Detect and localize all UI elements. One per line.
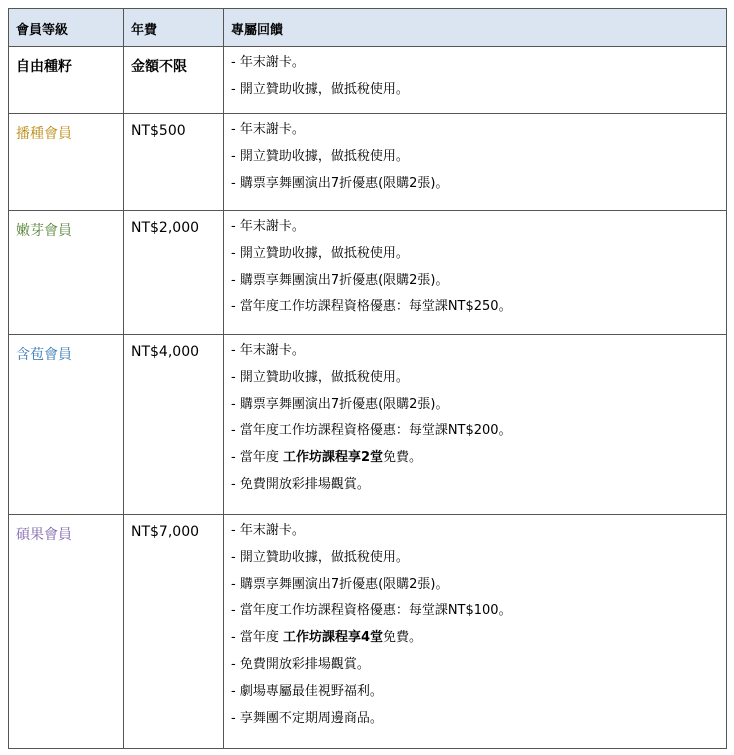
table-row	[9, 335, 727, 515]
benefit-item: - 年末謝卡。	[231, 523, 305, 538]
benefit-item: - 享舞團不定期周邊商品。	[231, 710, 383, 726]
tier-name: 自由種籽	[16, 59, 72, 75]
tier-name: 播種會員	[16, 126, 72, 142]
tier-name: 嫩芽會員	[16, 223, 72, 239]
tier-benefits-cell	[224, 114, 727, 211]
table-row	[9, 211, 727, 335]
table-row	[9, 114, 727, 211]
benefit-item: - 購票享舞團演出7折優惠(限購2張)。	[231, 396, 449, 412]
benefit-item: - 當年度 工作坊課程享2堂免費。	[231, 450, 423, 466]
benefit-item: - 年末謝卡。	[231, 343, 305, 358]
tier-fee: NT$7,000	[124, 515, 224, 749]
tier-name-cell	[9, 47, 124, 114]
benefit-item: - 年末謝卡。	[231, 122, 305, 137]
header-row	[9, 9, 727, 47]
benefit-list	[231, 338, 719, 499]
benefit-item: - 當年度工作坊課程資格優惠：每堂課NT$100。	[231, 603, 512, 619]
table-row	[9, 47, 727, 114]
table-body	[9, 47, 727, 749]
tier-benefits-cell	[224, 335, 727, 515]
tier-benefits-cell	[224, 515, 727, 749]
tier-name: 含苞會員	[16, 347, 72, 363]
benefit-item: - 開立贊助收據，做抵稅使用。	[231, 245, 409, 261]
table-row	[9, 515, 727, 749]
membership-table	[8, 8, 727, 749]
benefit-item: - 當年度工作坊課程資格優惠：每堂課NT$200。	[231, 423, 512, 439]
tier-name-cell	[9, 114, 124, 211]
tier-fee: NT$500	[124, 114, 224, 211]
tier-name-cell	[9, 211, 124, 335]
benefit-item: - 開立贊助收據，做抵稅使用。	[231, 549, 409, 565]
tier-name: 碩果會員	[16, 527, 72, 543]
benefit-item: - 購票享舞團演出7折優惠(限購2張)。	[231, 272, 449, 288]
benefit-list	[231, 117, 719, 197]
benefit-item: - 劇場專屬最佳視野福利。	[231, 683, 383, 699]
benefit-emphasis: 工作坊課程享2堂	[282, 450, 384, 466]
benefit-item: - 開立贊助收據，做抵稅使用。	[231, 148, 409, 164]
benefit-list	[231, 214, 719, 321]
benefit-item: - 開立贊助收據，做抵稅使用。	[231, 369, 409, 385]
benefit-item: - 購票享舞團演出7折優惠(限購2張)。	[231, 175, 449, 191]
benefit-item: - 免費開放彩排場觀賞。	[231, 476, 370, 492]
benefit-emphasis: 工作坊課程享4堂	[282, 630, 384, 646]
benefit-item: - 開立贊助收據，做抵稅使用。	[231, 81, 409, 97]
tier-name-cell	[9, 335, 124, 515]
benefit-item: - 購票享舞團演出7折優惠(限購2張)。	[231, 576, 449, 592]
benefit-item: - 當年度工作坊課程資格優惠：每堂課NT$250。	[231, 299, 512, 315]
header-fee: 年費	[124, 9, 224, 47]
tier-fee: NT$4,000	[124, 335, 224, 515]
benefit-list	[231, 50, 719, 104]
benefit-item: - 年末謝卡。	[231, 55, 305, 70]
tier-fee: NT$2,000	[124, 211, 224, 335]
tier-name-cell	[9, 515, 124, 749]
tier-benefits-cell	[224, 211, 727, 335]
tier-fee: 金額不限	[124, 47, 224, 114]
tier-benefits-cell	[224, 47, 727, 114]
header-tier: 會員等級	[9, 9, 124, 47]
benefit-item: - 當年度 工作坊課程享4堂免費。	[231, 630, 423, 646]
benefit-item: - 免費開放彩排場觀賞。	[231, 656, 370, 672]
benefit-list	[231, 518, 719, 732]
header-benefits: 專屬回饋	[224, 9, 727, 47]
benefit-item: - 年末謝卡。	[231, 219, 305, 234]
